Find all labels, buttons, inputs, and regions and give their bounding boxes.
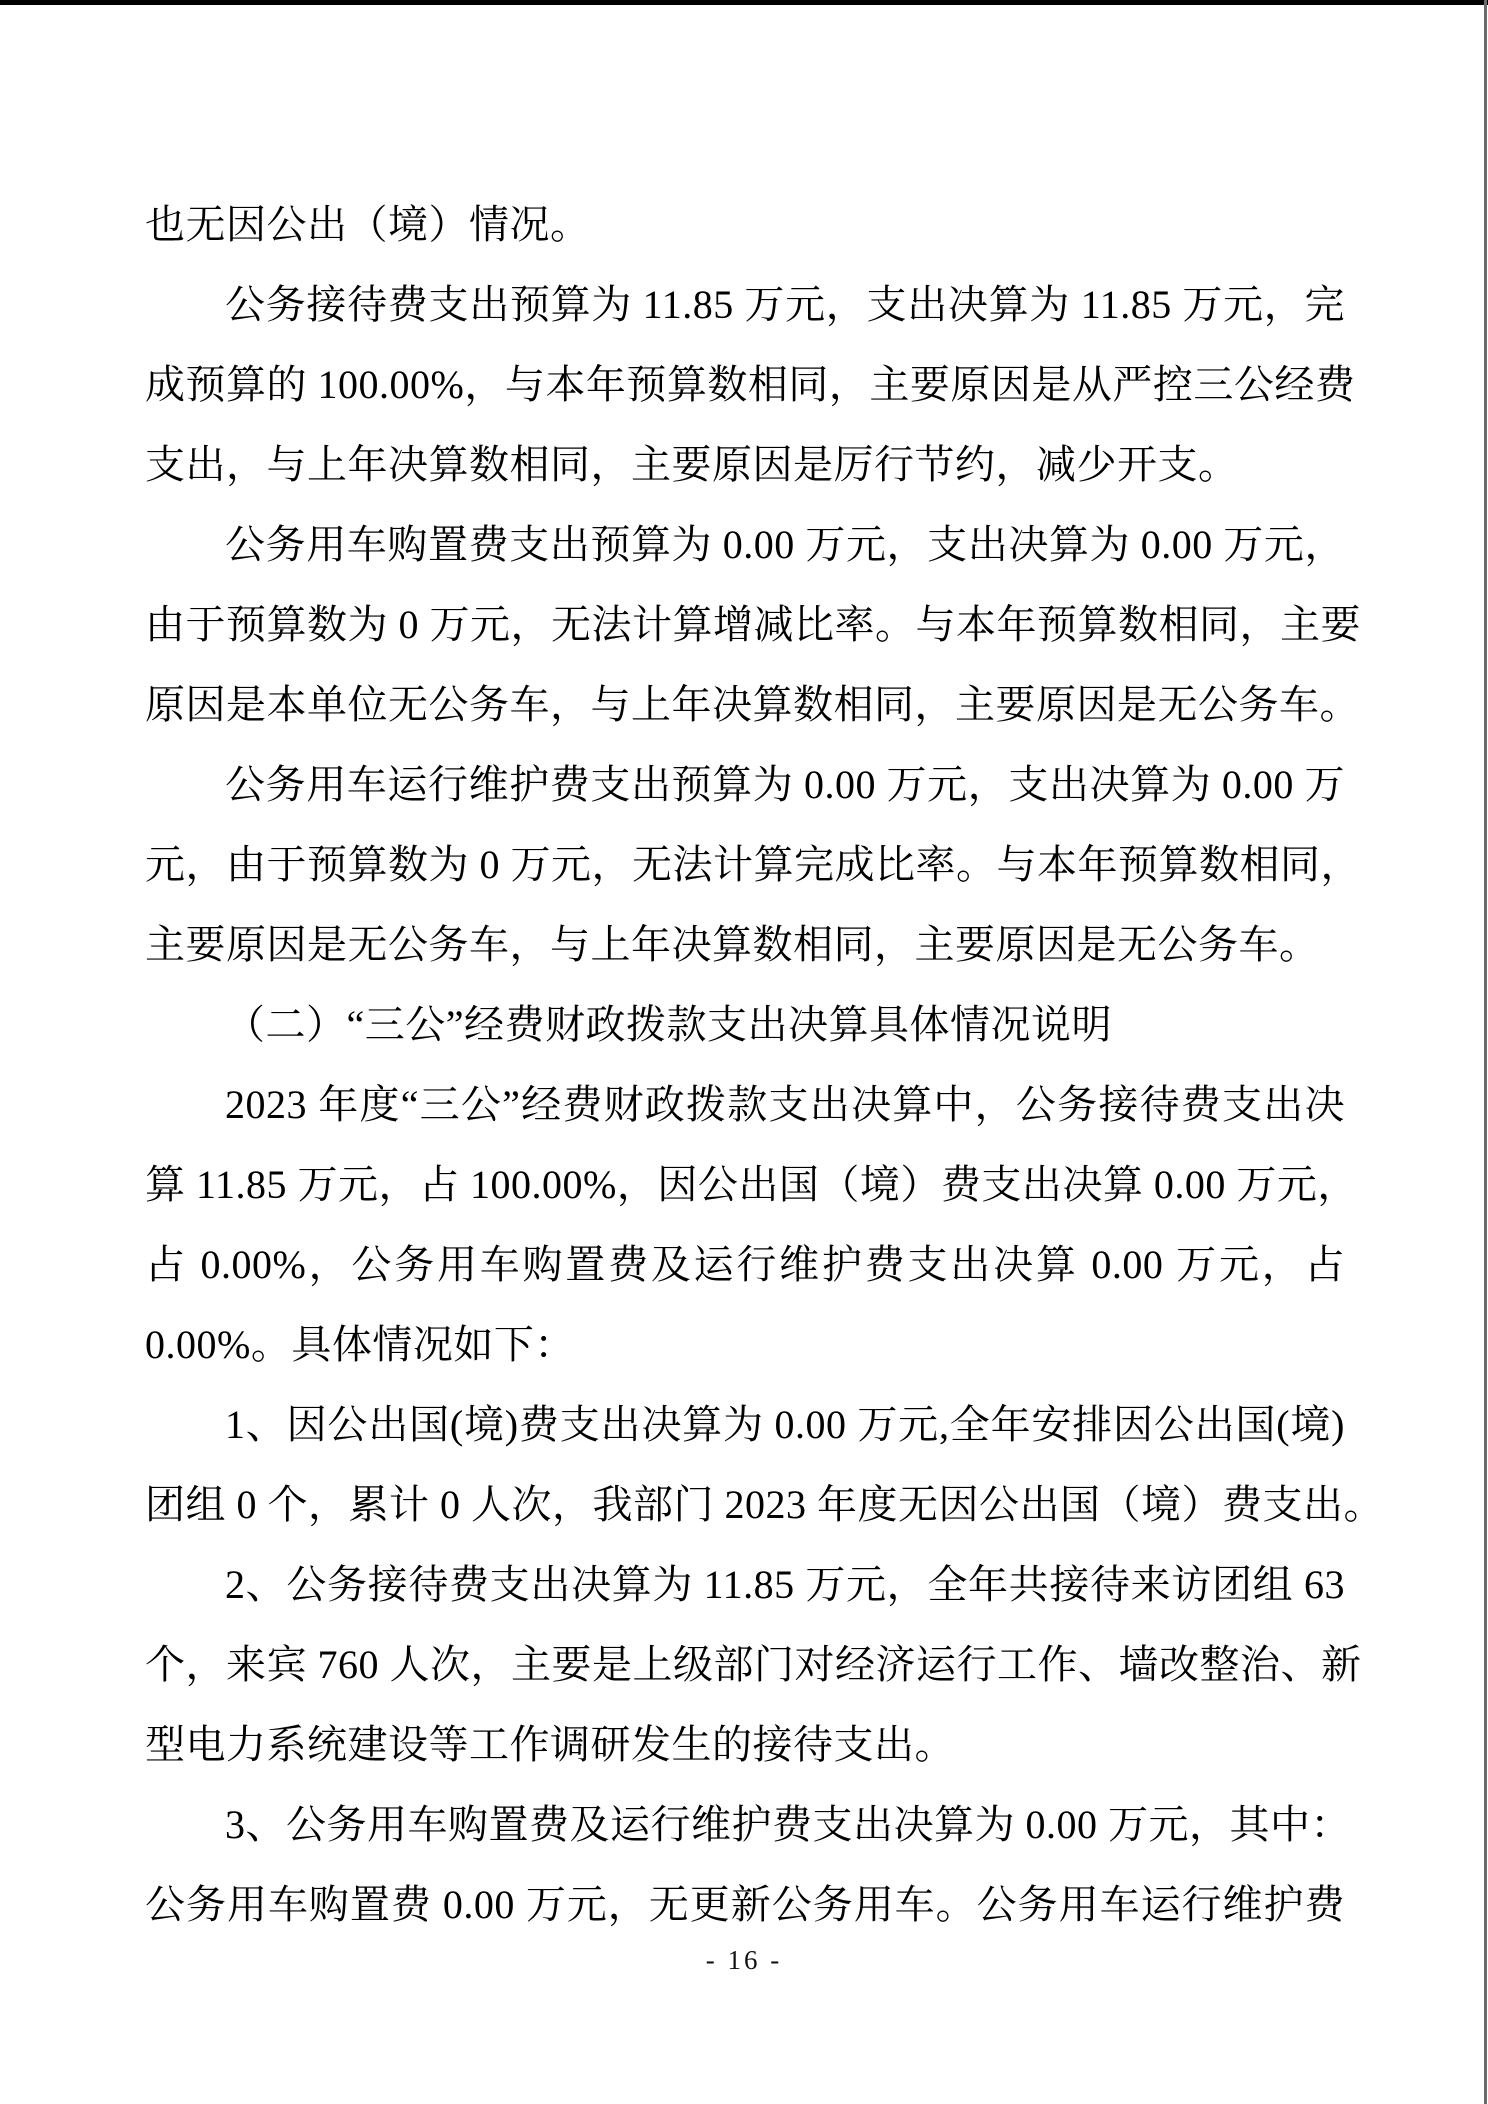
text-line: 公务用车运行维护费支出预算为 0.00 万元，支出决算为 0.00 万: [225, 762, 1345, 807]
text-line: 占 0.00%，公务用车购置费及运行维护费支出决算 0.00 万元，占: [145, 1242, 1345, 1287]
text-line: 成预算的 100.00%，与本年预算数相同，主要原因是从严控三公经费: [145, 362, 1356, 407]
text-line: 公务用车购置费 0.00 万元，无更新公务用车。公务用车运行维护费: [145, 1882, 1345, 1927]
scan-top-edge: [0, 0, 1488, 5]
text-line: 2、公务接待费支出决算为 11.85 万元，全年共接待来访团组 63: [225, 1562, 1345, 1607]
text-line: 原因是本单位无公务车，与上年决算数相同，主要原因是无公务车。: [145, 682, 1360, 727]
text-line: 支出，与上年决算数相同，主要原因是厉行节约，减少开支。: [145, 442, 1239, 487]
text-line: 型电力系统建设等工作调研发生的接待支出。: [145, 1722, 955, 1767]
scan-right-edge: [1484, 0, 1487, 2104]
text-line: 个，来宾 760 人次，主要是上级部门对经济运行工作、墙改整治、新: [145, 1642, 1362, 1687]
text-line: 公务用车购置费支出预算为 0.00 万元，支出决算为 0.00 万元，: [225, 522, 1345, 567]
text-line: 也无因公出（境）情况。: [145, 202, 591, 247]
text-line: 3、公务用车购置费及运行维护费支出决算为 0.00 万元，其中：: [225, 1802, 1351, 1847]
text-line: 0.00%。具体情况如下：: [145, 1322, 575, 1367]
text-line: 主要原因是无公务车，与上年决算数相同，主要原因是无公务车。: [145, 922, 1320, 967]
text-line: 团组 0 个，累计 0 人次，我部门 2023 年度无因公出国（境）费支出。: [145, 1482, 1384, 1527]
text-line: 由于预算数为 0 万元，无法计算增减比率。与本年预算数相同，主要: [145, 602, 1361, 647]
body-text: [145, 185, 1384, 1945]
page-number: - 16 -: [705, 1945, 783, 1975]
text-line: 公务接待费支出预算为 11.85 万元，支出决算为 11.85 万元，完: [225, 282, 1345, 327]
text-line: 2023 年度“三公”经费财政拨款支出决算中，公务接待费支出决: [225, 1082, 1345, 1127]
text-line: 算 11.85 万元，占 100.00%，因公出国（境）费支出决算 0.00 万元，: [145, 1162, 1358, 1207]
text-line: 1、因公出国(境)费支出决算为 0.00 万元,全年安排因公出国(境): [225, 1402, 1345, 1447]
text-line: （二）“三公”经费财政拨款支出决算具体情况说明: [225, 1002, 1113, 1047]
text-line: 元，由于预算数为 0 万元，无法计算完成比率。与本年预算数相同，: [145, 842, 1361, 887]
